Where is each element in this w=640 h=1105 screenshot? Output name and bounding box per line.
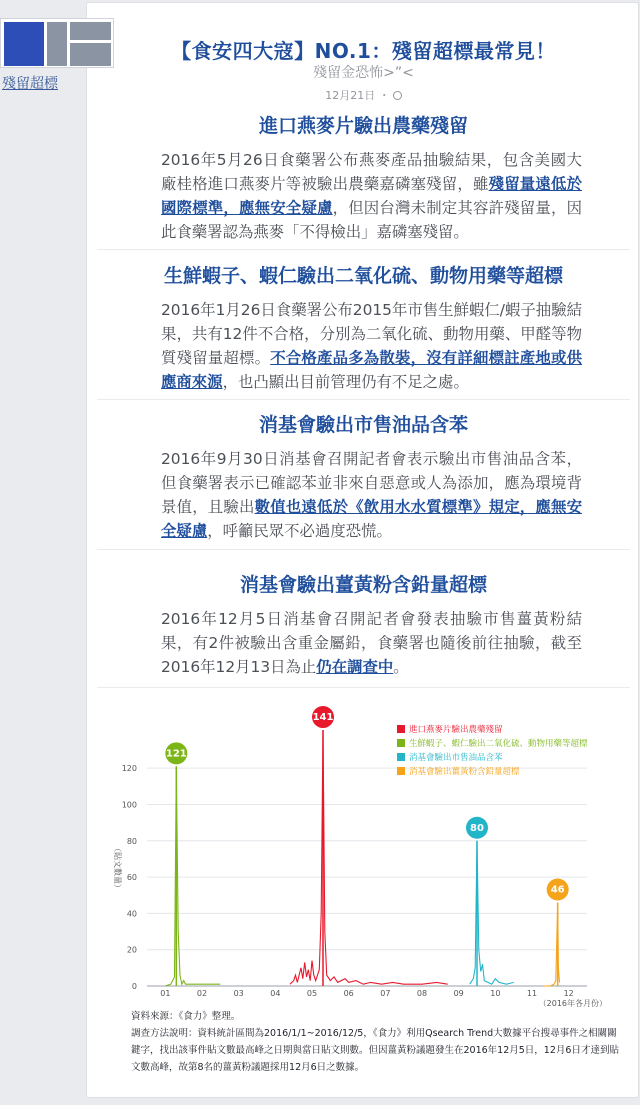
y-tick-label: 0 <box>131 982 137 991</box>
avatar-blue-block <box>4 22 44 66</box>
section-oats <box>87 111 640 244</box>
divider <box>97 687 630 688</box>
divider <box>97 399 630 400</box>
post-title: 【食安四大寇】NO.1：殘留超標最常見！ <box>171 39 556 63</box>
section-body <box>161 607 582 679</box>
body-text: ，呼籲民眾不必過度恐慌。 <box>207 522 392 540</box>
y-axis-label: （貼文數量） <box>113 844 122 892</box>
page-name-link[interactable]: 殘留超標 <box>2 76 58 92</box>
legend-label: 消基會驗出薑黃粉含鉛量超標 <box>409 767 520 777</box>
legend-label: 消基會驗出市售油品含苯 <box>409 753 503 763</box>
highlight-link[interactable]: 殘留量遠低於國際標準，應無安全疑慮 <box>161 175 582 217</box>
highlight-link[interactable]: 不合格產品多為散裝，沒有詳細標註產地或供應商來源 <box>161 349 582 391</box>
peak-label: 80 <box>470 822 484 834</box>
x-tick-label: 05 <box>306 989 318 998</box>
body-text: 2016年5月26日食藥署公布燕麥產品抽驗結果，包含美國大廠桂格進口燕麥片等被驗出農藥嘉磷塞殘留，雖 <box>161 151 582 193</box>
section-turmeric <box>87 570 640 679</box>
x-tick-label: 12 <box>563 989 574 998</box>
y-tick-label: 120 <box>121 764 137 774</box>
body-text: ，但因台灣未制定其容許殘留量，因此食藥署認為燕麥「不得檢出」嘉磷塞殘留。 <box>161 199 582 241</box>
legend-swatch <box>397 767 405 775</box>
x-tick-label: 03 <box>233 989 244 998</box>
divider <box>97 249 630 250</box>
section-body <box>161 447 582 543</box>
series-line <box>165 766 220 986</box>
section-body <box>161 148 582 244</box>
y-tick-label: 40 <box>126 909 137 919</box>
page-avatar-icon[interactable] <box>0 18 114 68</box>
x-tick-label: 01 <box>160 989 171 998</box>
body-text: 2016年12月5日消基會召開記者會發表抽驗市售薑黃粉結果，有2件被驗出含重金屬鉛，食藥署也隨後前往抽驗，截至2016年12月13日為止 <box>161 610 582 676</box>
legend-label: 進口燕麥片驗出農藥殘留 <box>409 725 503 735</box>
post-date: 12月21日 ・ <box>325 89 390 102</box>
x-tick-label: 09 <box>453 989 464 998</box>
globe-icon <box>393 91 402 100</box>
x-tick-label: 08 <box>416 989 428 998</box>
highlight-link[interactable]: 數值也遠低於《飲用水水質標準》規定，應無安全疑慮 <box>161 498 582 540</box>
section-oil <box>87 410 640 543</box>
body-text: 2016年9月30日消基會召開記者會表示驗出市售油品含苯，但食藥署表示已確認苯並非來自惡意或人為添加，應為環境背景值，且驗出 <box>161 450 582 516</box>
y-tick-label: 20 <box>126 945 137 955</box>
y-tick-label: 60 <box>126 873 137 883</box>
x-axis-label: （2016年各月份） <box>538 999 607 1008</box>
post-card <box>86 2 639 1098</box>
x-tick-label: 02 <box>196 989 208 998</box>
legend-swatch <box>397 753 405 761</box>
divider <box>97 549 630 550</box>
section-title: 消基會驗出市售油品含苯 <box>258 414 468 436</box>
section-title: 生鮮蝦子、蝦仁驗出二氧化硫、動物用藥等超標 <box>163 265 563 287</box>
body-text: 2016年1月26日食藥署公布2015年市售生鮮蝦仁/蝦子抽驗結果，共有12件不合格，分別為二氧化硫、動物用藥、甲醛等物質殘留量超標。 <box>161 301 582 367</box>
body-text: 。 <box>393 658 409 676</box>
x-tick-label: 07 <box>380 989 391 998</box>
left-sidebar <box>0 0 84 1105</box>
posts-line-chart <box>87 700 640 1008</box>
y-tick-label: 100 <box>121 800 137 810</box>
peak-label: 141 <box>312 712 334 724</box>
peak-label: 46 <box>550 884 565 896</box>
legend-label: 生鮮蝦子、蝦仁驗出二氧化硫、動物用藥等超標 <box>409 739 588 749</box>
y-tick-label: 80 <box>126 836 137 846</box>
chart-notes <box>131 1008 621 1076</box>
avatar-grid-block <box>47 22 111 66</box>
section-title: 進口燕麥片驗出農藥殘留 <box>258 115 468 137</box>
method-note: 調查方法說明：資料統計區間為2016/1/1~2016/12/5，《食力》利用Qsearch Trend大數據平台搜尋事件之相關關鍵字，找出該事件貼文數最高峰之日期與當日貼文則數。但因薑黃粉議題發生在2016年12月5日，12月6日才達到貼文數高峰，故第8名的薑黃粉議題採用12月6日之數據。 <box>131 1028 619 1073</box>
section-title: 消基會驗出薑黃粉含鉛量超標 <box>239 574 487 596</box>
chart-svg <box>87 700 640 1008</box>
post-timestamp[interactable] <box>87 87 640 103</box>
post-subtitle: 殘留金恐怖>”< <box>313 65 414 81</box>
section-body <box>161 298 582 394</box>
x-tick-label: 11 <box>526 989 538 998</box>
legend-swatch <box>397 725 405 733</box>
peak-label: 121 <box>165 748 187 760</box>
x-tick-label: 04 <box>270 989 281 998</box>
section-shrimp <box>87 261 640 394</box>
x-tick-label: 10 <box>490 989 501 998</box>
legend-swatch <box>397 739 405 747</box>
source-note: 資料來源：《食力》整理。 <box>131 1011 241 1022</box>
highlight-link[interactable]: 仍在調查中 <box>316 658 394 676</box>
body-text: ，也凸顯出目前管理仍有不足之處。 <box>222 373 469 391</box>
x-tick-label: 06 <box>343 989 354 998</box>
